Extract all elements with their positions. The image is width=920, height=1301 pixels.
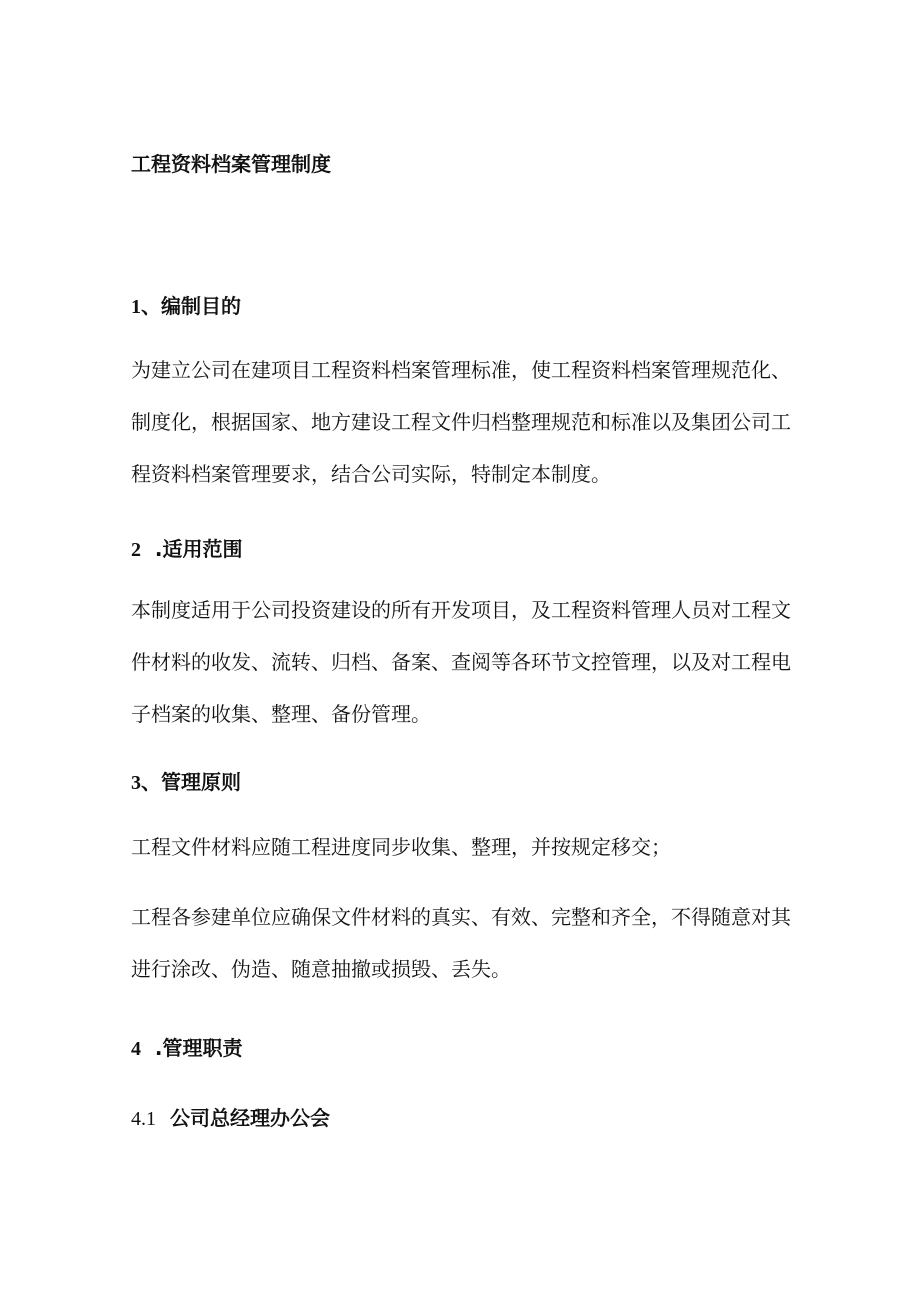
- paragraph-line: 为建立公司在建项目工程资料档案管理标准，使工程资料档案管理规范化、: [131, 358, 791, 382]
- document-title: 工程资料档案管理制度: [131, 152, 331, 176]
- paragraph-line: 子档案的收集、整理、备份管理。: [131, 702, 431, 726]
- section-number: 3: [131, 772, 141, 794]
- paragraph-principle-authentic: [131, 891, 791, 995]
- subsection-title: 公司总经理办公会: [170, 1106, 330, 1130]
- section-number: 2: [131, 539, 141, 561]
- paragraph-line: 工程各参建单位应确保文件材料的真实、有效、完整和齐全，不得随意对其: [131, 905, 791, 929]
- paragraph-line: 件材料的收发、流转、归档、备案、查阅等各环节文控管理，以及对工程电: [131, 650, 791, 674]
- paragraph-scope: [131, 584, 791, 740]
- paragraph-line: 程资料档案管理要求，结合公司实际，特制定本制度。: [131, 462, 611, 486]
- paragraph-line: 制度化，根据国家、地方建设工程文件归档整理规范和标准以及集团公司工: [131, 410, 791, 434]
- section-title: 、编制目的: [141, 294, 241, 318]
- paragraph-purpose: [131, 344, 791, 500]
- paragraph-line: 进行涂改、伪造、随意抽撤或损毁、丢失。: [131, 957, 511, 981]
- paragraph-line: 本制度适用于公司投资建设的所有开发项目，及工程资料管理人员对工程文: [131, 598, 791, 622]
- section-heading-scope: [131, 533, 243, 562]
- paragraph-line: 工程文件材料应随工程进度同步收集、整理，并按规定移交；: [131, 835, 671, 859]
- section-heading-responsibilities: [131, 1032, 243, 1061]
- subsection-heading-gm-office: [131, 1102, 330, 1131]
- paragraph-principle-sync: [131, 821, 671, 873]
- section-title: .管理职责: [141, 1036, 243, 1060]
- section-heading-purpose: [131, 290, 241, 319]
- section-number: 1: [131, 296, 141, 318]
- section-heading-principles: [131, 766, 241, 795]
- section-title: 、管理原则: [141, 770, 241, 794]
- subsection-number: 4.1: [131, 1108, 156, 1130]
- section-number: 4: [131, 1038, 141, 1060]
- section-title: .适用范围: [141, 537, 243, 561]
